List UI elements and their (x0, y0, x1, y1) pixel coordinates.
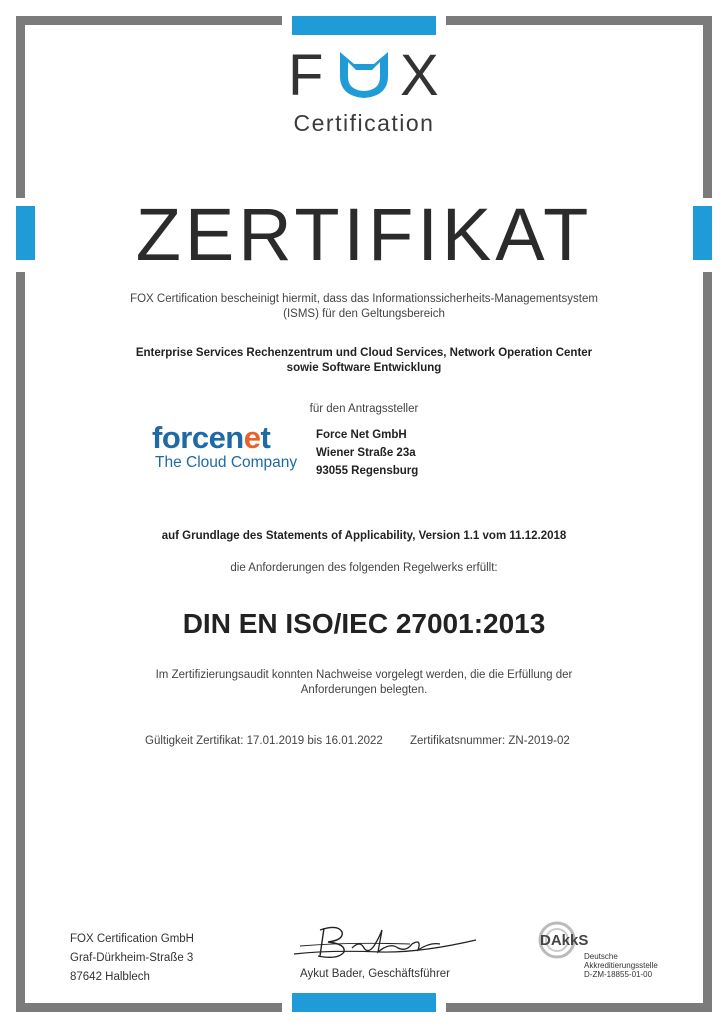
dakks-line-2: Akkreditierungsstelle (584, 961, 658, 970)
frame-top-right (446, 16, 712, 25)
brand-subtitle: Certification (293, 110, 435, 136)
requirements-text: die Anforderungen des folgenden Regelwerks erfüllt: (230, 562, 498, 574)
intro-line-2: (ISMS) für den Geltungsbereich (283, 308, 445, 320)
signer-name: Aykut Bader, Geschäftsführer (300, 968, 451, 980)
applicant-name: Force Net GmbH (316, 429, 407, 441)
forcenet-wordmark: forcenet (152, 420, 271, 455)
intro-line-1: FOX Certification bescheinigt hiermit, dass das Informationssicherheits-Managementsystem (130, 293, 598, 305)
frame-top-accent (292, 16, 436, 35)
frame-bottom-right (446, 1003, 712, 1012)
applicant-address (316, 426, 418, 480)
validity-text: Gültigkeit Zertifikat: 17.01.2019 bis 16.01.2022 (145, 735, 383, 747)
issuer-address (70, 930, 194, 987)
applicant-label: für den Antragssteller (309, 403, 419, 415)
frame-right-top (703, 16, 712, 198)
applicant-street: Wiener Straße 23a (316, 447, 416, 459)
issuer-name: FOX Certification GmbH (70, 933, 194, 945)
scope-line-2: sowie Software Entwicklung (286, 362, 442, 374)
dakks-line-1: Deutsche (584, 952, 618, 961)
dakks-text (584, 952, 658, 979)
applicant-city: 93055 Regensburg (316, 465, 419, 477)
forcenet-tagline: The Cloud Company (155, 454, 298, 471)
scope-line-1: Enterprise Services Rechenzentrum und Cloud Services, Network Operation Center (135, 347, 593, 359)
basis-statement: auf Grundlage des Statements of Applicability, Version 1.1 vom 11.12.2018 (161, 530, 567, 542)
handwritten-signature (290, 922, 480, 962)
dakks-line-3: D-ZM-18855-01-00 (584, 970, 653, 979)
frame-left-top (16, 16, 25, 198)
standard-name: DIN EN ISO/IEC 27001:2013 (182, 608, 546, 639)
frame-top-left (16, 16, 282, 25)
dakks-title: DAkkS (540, 932, 589, 949)
fox-head-icon (336, 50, 392, 100)
issuer-city: 87642 Halblech (70, 971, 150, 983)
frame-right-bottom (703, 272, 712, 1012)
brand-letter-x: X (400, 43, 439, 108)
fox-logo (0, 43, 728, 108)
audit-line-2: Anforderungen belegten. (300, 684, 428, 696)
brand-letter-f: F (288, 43, 324, 108)
certificate-title: ZERTIFIKAT (135, 193, 593, 276)
forcenet-logo (152, 422, 297, 472)
audit-line-1: Im Zertifizierungsaudit konnten Nachweise vorgelegt werden, die die Erfüllung der (155, 669, 573, 681)
issuer-street: Graf-Dürkheim-Straße 3 (70, 952, 194, 964)
frame-left-bottom (16, 272, 25, 1012)
certificate-number: Zertifikatsnummer: ZN-2019-02 (410, 735, 570, 747)
frame-bottom-left (16, 1003, 282, 1012)
frame-bottom-accent (292, 993, 436, 1012)
